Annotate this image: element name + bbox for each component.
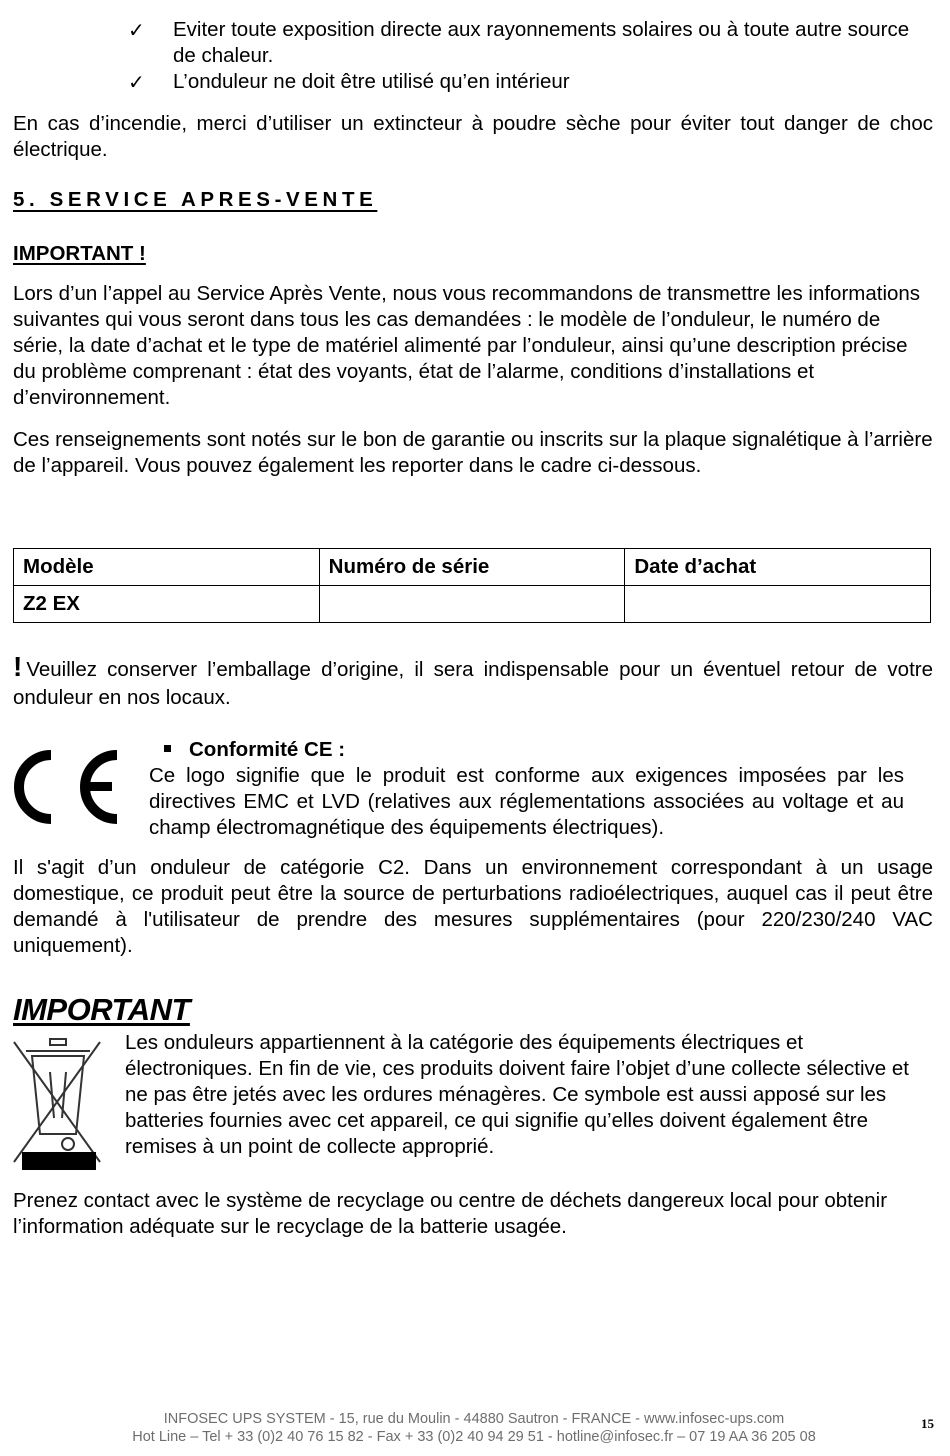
column-header-model: Modèle — [14, 549, 320, 586]
precautions-list — [128, 17, 934, 95]
page-footer — [0, 1410, 950, 1446]
crossed-out-wheelie-bin-icon — [10, 1034, 106, 1176]
list-item — [128, 17, 934, 69]
important-title: IMPORTANT — [13, 992, 190, 1027]
weee-description: Les onduleurs appartiennent à la catégorie des équipements électriques et électroniques. En fin de vie, ces produits doivent faire l’objet d’une collecte sélective et ne pas être jetés avec les ordures ménagères. Ce symbole est aussi apposé sur les batteries fournies avec cet appareil, ce qui signifie qu’elles doivent également être remises à un point de collecte approprié. — [125, 1031, 910, 1158]
list-item — [128, 69, 934, 95]
service-paragraph: Lors d’un l’appel au Service Après Vente, nous vous recommandons de transmettre les informations suivantes qui vous seront dans tous les cas demandées : le modèle de l’onduleur, le numéro de série, la date d’achat et le type de matériel alimenté par l’onduleur, ainsi qu’une description précise du problème comprenant : état des voyants, état de l’alarme, conditions d’installations et d’environnement. — [13, 282, 921, 409]
category-paragraph: Il s'agit d’un onduleur de catégorie C2. Dans un environnement correspondant à un usage domestique, ce produit peut être la source de perturbations radioélectriques, auquel cas il peut être demandé à l'utilisateur de prendre des mesures supplémentaires (pour 220/230/240 VAC uniquement). — [13, 856, 933, 957]
label-info-paragraph: Ces renseignements sont notés sur le bon de garantie ou inscrits sur la plaque signalétique à l’arrière de l’appareil. Vous pouvez également les reporter dans le cadre ci-dessous. — [13, 428, 933, 477]
cell-date — [625, 586, 931, 623]
packaging-warning — [13, 653, 933, 712]
ce-mark-logo — [14, 750, 126, 824]
table-row — [14, 586, 931, 623]
packaging-warning-text: Veuillez conserver l’emballage d’origine, il sera indispensable pour un éventuel retour de votre onduleur en nos locaux. — [13, 658, 933, 709]
fire-instructions: En cas d’incendie, merci d’utiliser un extincteur à poudre sèche pour éviter tout danger de choc électrique. — [13, 112, 933, 161]
ce-heading — [164, 737, 345, 763]
section-title: 5. SERVICE APRES-VENTE — [13, 188, 378, 211]
important-heading: IMPORTANT ! — [13, 242, 146, 265]
cell-serial — [319, 586, 625, 623]
checkmark-icon: ✓ — [128, 18, 145, 42]
bullet-square-icon — [164, 745, 171, 752]
recycling-paragraph: Prenez contact avec le système de recyclage ou centre de déchets dangereux local pour obtenir l’information adéquate sur le recyclage de la batterie usagée. — [13, 1189, 888, 1238]
product-info-table — [13, 548, 931, 623]
ce-description: Ce logo signifie que le produit est conforme aux exigences imposées par les directives EMC et LVD (relatives aux réglementations associées au voltage et au champ électromagnétique des équipements électriques). — [149, 764, 904, 839]
table-header-row — [14, 549, 931, 586]
list-item-text: Eviter toute exposition directe aux rayonnements solaires ou à toute autre source de chaleur. — [173, 18, 910, 67]
list-item-text: L’onduleur ne doit être utilisé qu’en intérieur — [173, 70, 570, 93]
ce-heading-text: Conformité CE : — [189, 738, 346, 761]
column-header-date: Date d’achat — [625, 549, 931, 586]
page-number: 15 — [921, 1416, 934, 1431]
footer-address: INFOSEC UPS SYSTEM - 15, rue du Moulin - 44880 Sautron - FRANCE - www.infosec-ups.com — [163, 1411, 785, 1427]
cell-model: Z2 EX — [14, 586, 320, 623]
footer-contacts: Hot Line – Tel + 33 (0)2 40 76 15 82 - Fax + 33 (0)2 40 94 29 51 - hotline@infosec.fr – 07 19 AA 36 205 08 — [132, 1429, 816, 1445]
column-header-serial: Numéro de série — [319, 549, 625, 586]
checkmark-icon: ✓ — [128, 70, 145, 94]
exclamation-icon: ! — [13, 651, 23, 682]
